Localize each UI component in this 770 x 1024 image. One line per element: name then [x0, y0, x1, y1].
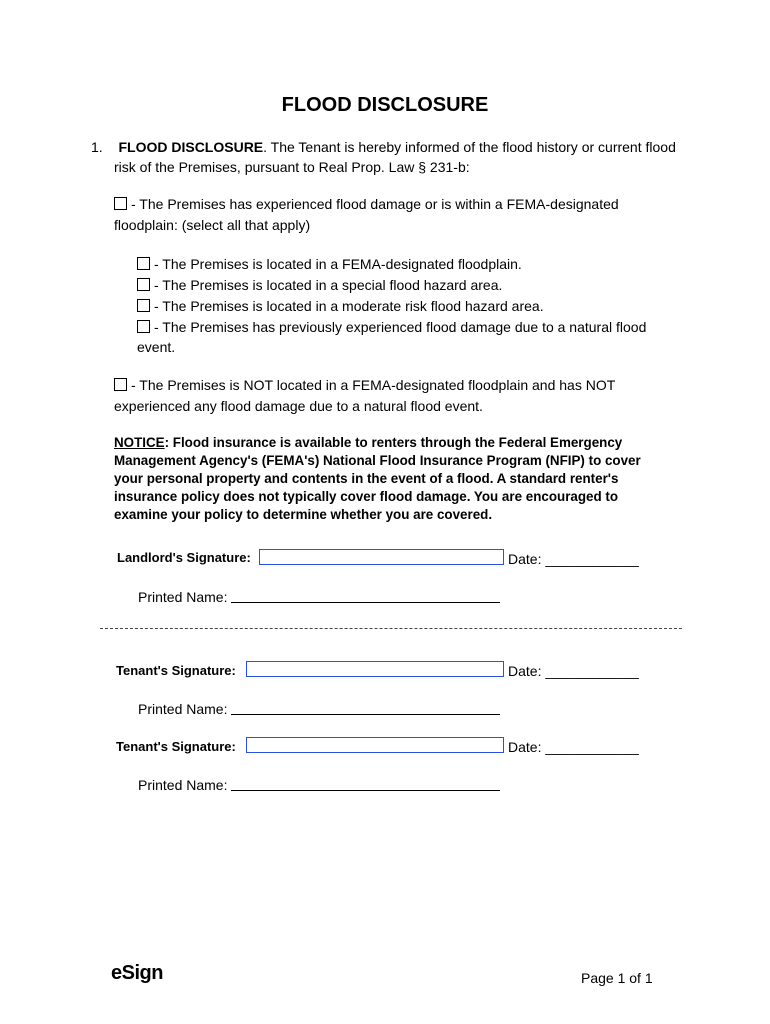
tenant1-signature-label: Tenant's Signature:	[116, 663, 236, 678]
section-number: 1.	[91, 139, 103, 155]
option-b-line-1	[114, 375, 615, 395]
tenant1-date[interactable]: Date: ____________	[508, 663, 639, 679]
option-b-line-2: experienced any flood damage due to a natural flood event.	[114, 398, 483, 414]
sub-option-3-text: - The Premises is located in a moderate risk flood hazard area.	[154, 298, 544, 314]
landlord-signature-field[interactable]	[259, 549, 504, 565]
option-a-checkbox[interactable]	[114, 197, 127, 210]
section-intro-text: . The Tenant is hereby informed of the flood history or current flood	[263, 139, 676, 155]
option-b-checkbox[interactable]	[114, 378, 127, 391]
option-a-text: - The Premises has experienced flood damage or is within a FEMA-designated	[131, 196, 619, 212]
notice-paragraph	[114, 434, 654, 524]
sub-option-3	[137, 296, 544, 316]
tenant1-printed-name-label: Printed Name:	[138, 701, 228, 717]
sub-option-4-text: - The Premises has previously experienced flood damage due to a natural flood	[154, 319, 647, 335]
section-intro-line-2: risk of the Premises, pursuant to Real Prop. Law § 231-b:	[114, 159, 470, 175]
sub-option-2-text: - The Premises is located in a special flood hazard area.	[154, 277, 503, 293]
sub-option-4-checkbox[interactable]	[137, 320, 150, 333]
notice-heading: NOTICE	[114, 435, 165, 450]
option-b-text: - The Premises is NOT located in a FEMA-designated floodplain and has NOT	[131, 377, 616, 393]
tenant2-signature-field[interactable]	[246, 737, 504, 753]
sub-option-4	[137, 317, 646, 337]
sub-option-1	[137, 254, 522, 274]
tenant2-signature-label: Tenant's Signature:	[116, 739, 236, 754]
sub-option-1-text: - The Premises is located in a FEMA-designated floodplain.	[154, 256, 522, 272]
tenant2-printed-name-line[interactable]	[231, 790, 500, 791]
sub-option-4-line-2: event.	[137, 339, 176, 355]
sub-option-2	[137, 275, 502, 295]
landlord-date[interactable]: Date: ____________	[508, 551, 639, 567]
sub-option-1-checkbox[interactable]	[137, 257, 150, 270]
page-number: Page 1 of 1	[581, 970, 653, 986]
landlord-printed-name-line[interactable]	[231, 602, 500, 603]
sub-option-2-checkbox[interactable]	[137, 278, 150, 291]
tenant1-signature-field[interactable]	[246, 661, 504, 677]
section-intro-line-1	[91, 137, 676, 157]
landlord-signature-label: Landlord's Signature:	[117, 550, 251, 565]
option-a-line-2: floodplain: (select all that apply)	[114, 217, 311, 233]
esign-logo: eSign	[111, 962, 163, 984]
landlord-printed-name-label: Printed Name:	[138, 589, 228, 605]
tenant1-printed-name-line[interactable]	[231, 714, 500, 715]
section-heading: FLOOD DISCLOSURE	[118, 139, 264, 155]
tenant2-printed-name-label: Printed Name:	[138, 777, 228, 793]
option-a-line-1	[114, 194, 619, 214]
sub-option-3-checkbox[interactable]	[137, 299, 150, 312]
document-title: FLOOD DISCLOSURE	[281, 94, 489, 116]
notice-body: : Flood insurance is available to renters through the Federal Emergency Management Agency's (FEMA's) National Flood Insurance Program (NFIP) to cover your personal property and contents in the event of a flood. A standard renter's insurance policy does not typically cover flood damage. You are encouraged to examine your policy to determine whether you are covered.	[114, 435, 641, 522]
cut-divider	[100, 628, 682, 629]
tenant2-date[interactable]: Date: ____________	[508, 739, 639, 755]
